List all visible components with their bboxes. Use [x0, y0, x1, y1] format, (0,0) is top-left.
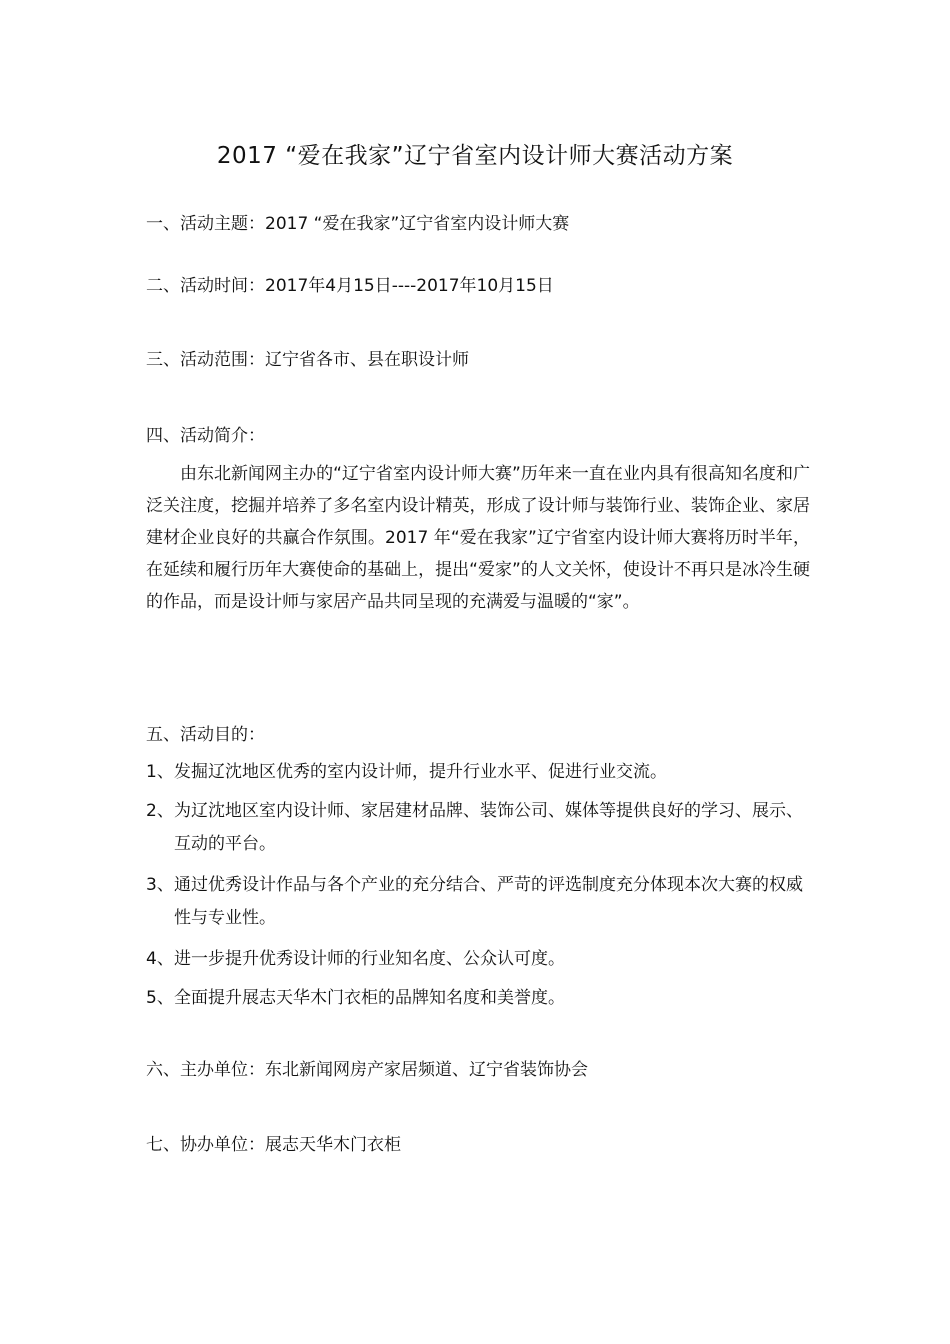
goal-text: 通过优秀设计作品与各个产业的充分结合、严苛的评选制度充分体现本次大赛的权威性与专业性。 [174, 875, 803, 928]
goal-item [146, 795, 810, 861]
section-intro-heading: 四、活动简介： [146, 426, 265, 446]
section-organizer: 六、主办单位：东北新闻网房产家居频道、辽宁省装饰协会 [146, 1060, 588, 1080]
section-goals-heading: 五、活动目的： [146, 725, 265, 745]
section-co-organizer: 七、协办单位：展志天华木门衣柜 [146, 1135, 401, 1155]
goal-number: 1、 [146, 762, 174, 782]
goal-text: 为辽沈地区室内设计师、家居建材品牌、装饰公司、媒体等提供良好的学习、展示、互动的平台。 [174, 801, 803, 854]
goal-number: 4、 [146, 949, 174, 969]
goal-number: 5、 [146, 988, 174, 1008]
goal-text: 进一步提升优秀设计师的行业知名度、公众认可度。 [174, 949, 565, 969]
section-intro-paragraph: 由东北新闻网主办的“辽宁省室内设计师大赛”历年来一直在业内具有很高知名度和广泛关注度，挖掘并培养了多名室内设计精英，形成了设计师与装饰行业、装饰企业、家居建材企业良好的共赢合作氛围。2017 年“爱在我家”辽宁省室内设计师大赛将历时半年，在延续和履行历年大赛使命的基础上，提出“爱家”的人文关怀，使设计不再只是冰冷生硬的作品，而是设计师与家居产品共同呈现的充满爱与温暖的“家”。 [146, 464, 810, 612]
goal-item [146, 943, 810, 976]
goal-number: 2、 [146, 801, 174, 821]
document-title: 2017 “爱在我家”辽宁省室内设计师大赛活动方案 [216, 143, 734, 169]
goal-item [146, 869, 810, 935]
goal-item [146, 756, 810, 789]
section-scope: 三、活动范围：辽宁省各市、县在职设计师 [146, 350, 469, 370]
goal-item [146, 982, 810, 1015]
section-theme: 一、活动主题：2017 “爱在我家”辽宁省室内设计师大赛 [146, 214, 570, 234]
goal-text: 全面提升展志天华木门衣柜的品牌知名度和美誉度。 [174, 988, 565, 1008]
section-time: 二、活动时间：2017年4月15日----2017年10月15日 [146, 276, 554, 296]
goal-text: 发掘辽沈地区优秀的室内设计师，提升行业水平、促进行业交流。 [174, 762, 667, 782]
goal-number: 3、 [146, 875, 174, 895]
